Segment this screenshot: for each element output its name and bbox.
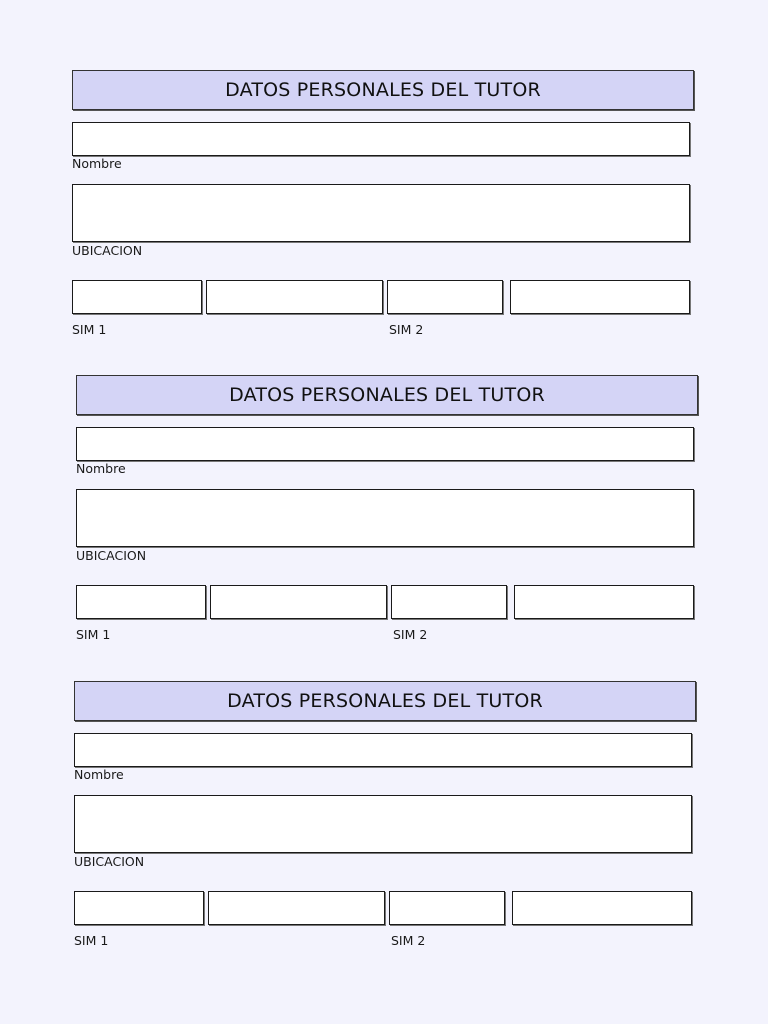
- sim2-field-b[interactable]: [512, 891, 692, 925]
- tutor-section-3: [74, 681, 698, 961]
- name-label: Nombre: [74, 767, 124, 782]
- sim1-field-b[interactable]: [208, 891, 385, 925]
- section-title: DATOS PERSONALES DEL TUTOR: [72, 70, 694, 110]
- sim2-field-a[interactable]: [387, 280, 503, 314]
- sim1-label: SIM 1: [76, 627, 111, 642]
- sim2-field-a[interactable]: [389, 891, 505, 925]
- location-label: UBICACION: [76, 548, 147, 563]
- sim1-label: SIM 1: [74, 933, 109, 948]
- sim2-label: SIM 2: [391, 933, 426, 948]
- location-field[interactable]: [72, 184, 690, 242]
- sim1-field-a[interactable]: [74, 891, 204, 925]
- section-title: DATOS PERSONALES DEL TUTOR: [74, 681, 696, 721]
- name-label: Nombre: [72, 156, 122, 171]
- location-label: UBICACION: [72, 243, 143, 258]
- sim2-field-a[interactable]: [391, 585, 507, 619]
- location-label: UBICACION: [74, 854, 145, 869]
- section-title: DATOS PERSONALES DEL TUTOR: [76, 375, 698, 415]
- sim2-label: SIM 2: [389, 322, 424, 337]
- location-field[interactable]: [76, 489, 694, 547]
- name-field[interactable]: [74, 733, 692, 767]
- sim2-label: SIM 2: [393, 627, 428, 642]
- name-field[interactable]: [72, 122, 690, 156]
- tutor-section-2: [76, 375, 700, 655]
- sim1-label: SIM 1: [72, 322, 107, 337]
- name-field[interactable]: [76, 427, 694, 461]
- tutor-section-1: [72, 70, 696, 350]
- sim1-field-b[interactable]: [210, 585, 387, 619]
- sim2-field-b[interactable]: [510, 280, 690, 314]
- sim2-field-b[interactable]: [514, 585, 694, 619]
- sim1-field-a[interactable]: [72, 280, 202, 314]
- sim1-field-a[interactable]: [76, 585, 206, 619]
- name-label: Nombre: [76, 461, 126, 476]
- sim1-field-b[interactable]: [206, 280, 383, 314]
- location-field[interactable]: [74, 795, 692, 853]
